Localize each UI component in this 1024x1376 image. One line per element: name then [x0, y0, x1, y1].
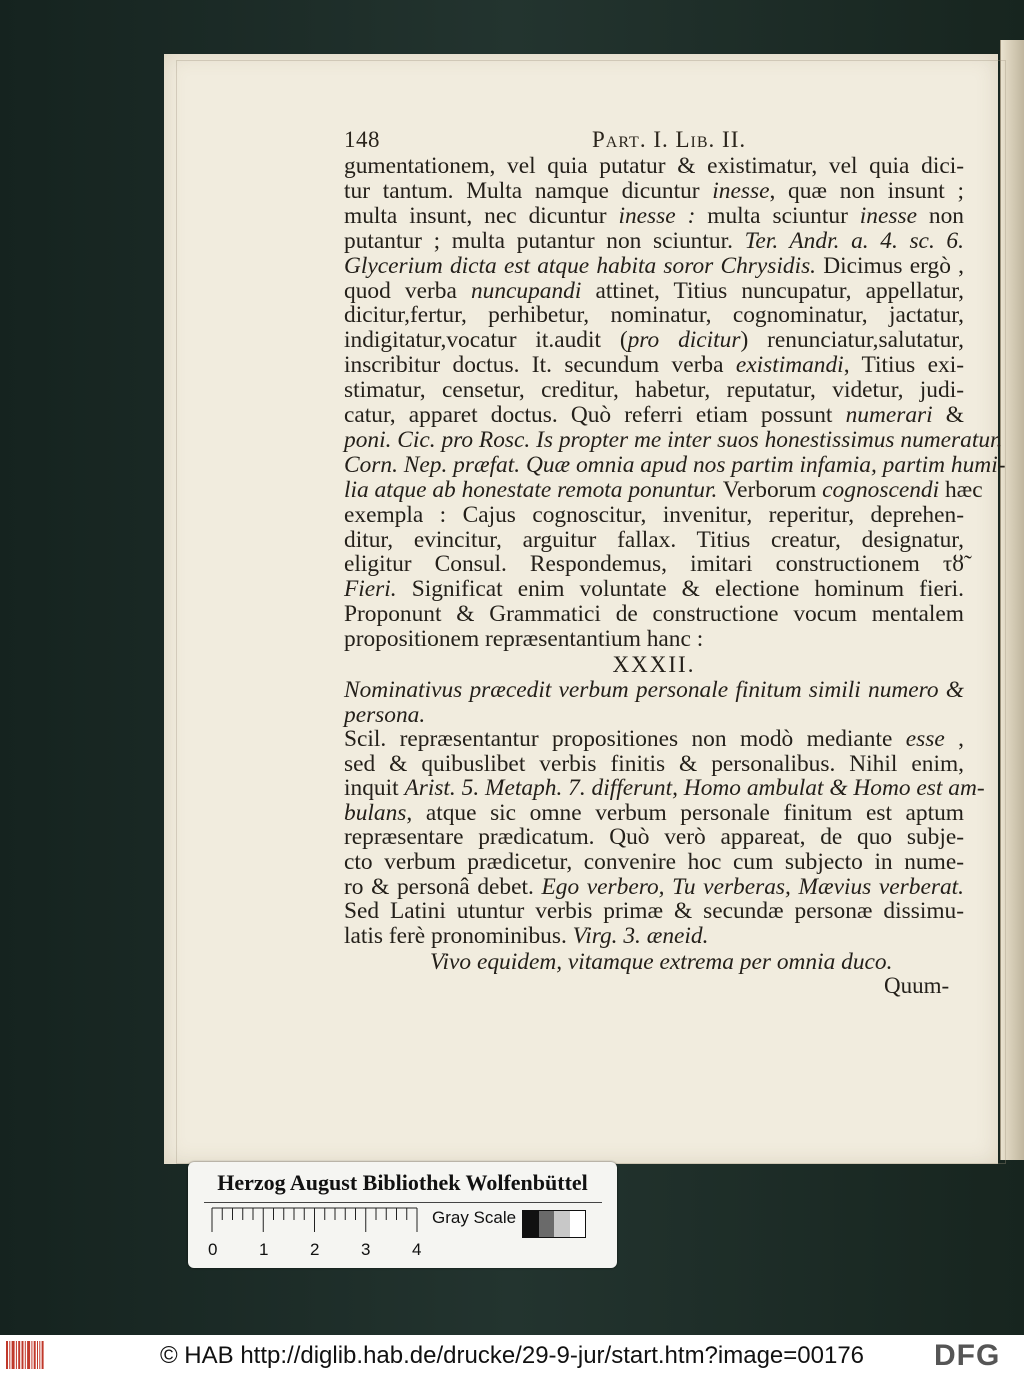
text-line: quod verba nuncupandi attinet, Titius nuncupatur, appellatur,	[344, 277, 965, 304]
gray-swatch	[523, 1211, 539, 1237]
ruler-number: 1	[259, 1240, 269, 1259]
text-line: ro & personâ debet. Ego verbero, Tu verberas, Mævius verberat.	[344, 873, 964, 900]
text-line: Sed Latini utuntur verbis primæ & secundæ personæ dissimu-	[344, 898, 964, 925]
text-line: inquit Arist. 5. Metaph. 7. differunt, Homo ambulat & Homo est am-	[344, 775, 985, 802]
text-line: lia atque ab honestate remota ponuntur. Verborum cognoscendi hæc	[344, 476, 983, 503]
text-line: Glycerium dicta est atque habita soror Chrysidis. Dicimus ergò ,	[344, 252, 965, 279]
text-line: putantur ; multa putantur non sciuntur. Ter. Andr. a. 4. sc. 6.	[344, 227, 964, 254]
section-number: XXXII.	[612, 652, 696, 677]
text-line: dicitur,fertur, perhibetur, nominatur, cognominatur, jactatur,	[344, 302, 964, 329]
gray-swatch	[539, 1211, 555, 1237]
reference-card	[188, 1162, 617, 1268]
catchword: Quum-	[884, 973, 950, 998]
text-line: inscribitur doctus. It. secundum verba existimandi, Titius exi-	[344, 352, 964, 379]
text-line: eligitur Consul. Respondemus, imitari constructionem τȣ̃	[344, 551, 964, 578]
text-line: propositionem repræsentantium hanc :	[344, 626, 704, 653]
text-line: repræsentare prædicatum. Quò verò appareat, de quo subje-	[344, 824, 964, 851]
text-line: Corn. Nep. præfat. Quæ omnia apud nos partim infamia, partim humi-	[344, 451, 1006, 478]
text-line: Fieri. Significat enim voluntate & electione hominum fieri.	[344, 576, 964, 603]
text-line: Scil. repræsentantur propositiones non modò mediante esse ,	[344, 726, 964, 752]
text-line: catur, apparet doctus. Quò referri etiam possunt numerari &	[344, 402, 964, 428]
text-line: indigitatur,vocatur it.audit (pro dicitur) renunciatur,salutatur,	[344, 327, 964, 354]
text-line: stimatur, censetur, creditur, habetur, reputatur, videtur, judi-	[344, 377, 964, 404]
gray-scale-label: Gray Scale	[432, 1208, 517, 1227]
copyright-link[interactable]: © HAB http://diglib.hab.de/drucke/29-9-jur/start.htm?image=00176	[159, 1342, 865, 1369]
dfg-logo: DFG	[934, 1339, 1001, 1372]
text-line: tur tantum. Multa namque dicuntur inesse, quæ non insunt ;	[344, 177, 964, 204]
verse-line: Vivo equidem, vitamque extrema per omnia duco.	[430, 949, 893, 975]
text-line: exempla : Cajus cognoscitur, invenitur, reperitur, deprehen-	[344, 501, 964, 528]
gray-swatch	[570, 1211, 586, 1237]
card-divider	[204, 1202, 602, 1203]
text-line: bulans, atque sic omne verbum personale finitum est aptum	[344, 799, 964, 826]
ruler	[202, 1206, 432, 1240]
ruler-number: 2	[310, 1240, 320, 1259]
text-line: Proponunt & Grammatici de constructione vocum mentalem	[344, 601, 964, 628]
gray-swatch	[554, 1211, 570, 1237]
text-line: ditur, evincitur, arguitur fallax. Titius creatur, designatur,	[344, 526, 964, 553]
running-title: Part. I. Lib. II.	[592, 127, 747, 152]
text-line: cto verbum prædicetur, convenire hoc cum subjecto in nume-	[344, 849, 964, 875]
text-line: poni. Cic. pro Rosc. Is propter me inter suos honestissimus numeratur.	[344, 426, 1003, 453]
book-spine	[1000, 40, 1024, 1160]
ruler-number: 0	[208, 1240, 218, 1259]
footer-bar	[0, 1335, 1024, 1376]
library-title: Herzog August Bibliothek Wolfenbüttel	[217, 1170, 588, 1195]
text-line: gumentationem, vel quia putatur & existimatur, vel quia dici-	[344, 153, 964, 179]
ruler-number: 3	[361, 1240, 371, 1259]
text-line: persona.	[344, 701, 426, 728]
page-header	[344, 127, 984, 153]
gray-scale-swatch	[522, 1210, 586, 1238]
text-line: multa insunt, nec dicuntur inesse : multa sciuntur inesse non	[344, 202, 964, 229]
text-line: sed & quibuslibet verbis finitis & personalibus. Nihil enim,	[344, 750, 964, 777]
text-line: latis ferè pronominibus. Virg. 3. æneid.	[344, 922, 709, 949]
ruler-number: 4	[412, 1240, 422, 1259]
page-number: 148	[344, 127, 380, 152]
text-line: Nominativus præcedit verbum personale finitum simili numero &	[344, 677, 964, 703]
